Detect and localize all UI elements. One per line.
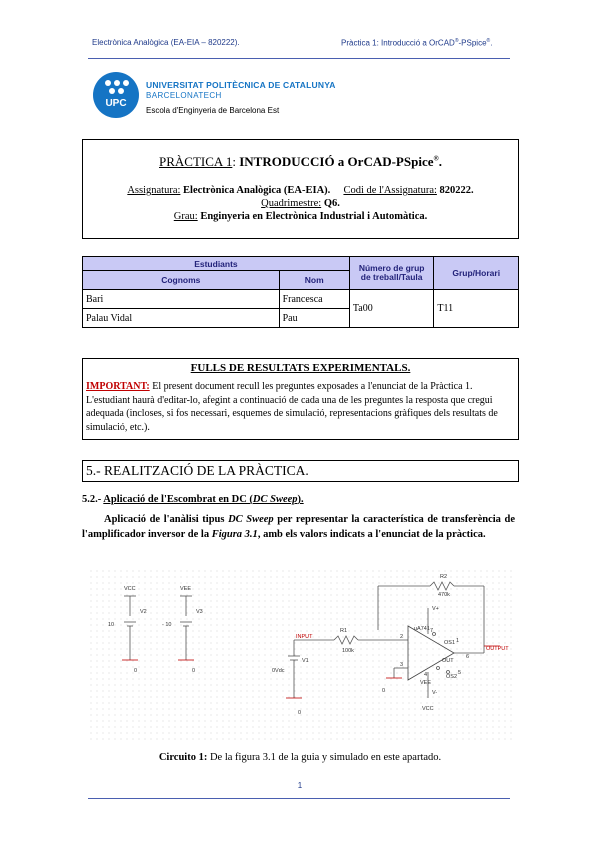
nom-cell[interactable]: Francesca [279,290,349,309]
nom-header: Nom [279,271,349,290]
cognoms-header: Cognoms [83,271,280,290]
ground-label: 0 [192,668,196,674]
label-pin-2: 2 [400,634,404,640]
cognoms-cell[interactable]: Palau Vidal [83,309,280,328]
ground-label: 0 [298,710,302,716]
label-v3: V3 [196,609,203,615]
label-vee: VEE [180,586,192,592]
label-opamp: uA741 [414,626,430,632]
logo-barcelonatech: BARCELONATECH [146,91,222,100]
ground-label: 0 [382,688,386,694]
horari-cell[interactable]: T11 [434,290,519,328]
label-vee-pin: VEE [420,680,432,686]
figure-caption: Circuito 1: De la figura 3.1 de la guia y simulado en este apartado. [158,752,442,763]
label-v-plus: V+ [432,606,439,612]
label-v1-value: 0Vdc [272,668,285,674]
schematic-figure [88,568,516,740]
label-v2-value: 10 [108,622,115,628]
ground-label: 0 [134,668,138,674]
label-pin-3: 3 [400,662,404,668]
fulls-body: IMPORTANT: El present document recull les preguntes exposades a l'enunciat de la Pràctica 1. L'estudiant haurà d'editar-lo, afegint a continuació de cada una de les preguntes la resposta que cregui adequada (incloses, si fos necessari, esquemes de simulació, representacions gràfiques dels resultats de simulació, etc.). [86,381,498,433]
logo-university-name: UNIVERSITAT POLITÈCNICA DE CATALUNYA [146,80,336,90]
label-input: INPUT [296,634,313,640]
section-heading: 5.- REALITZACIÓ DE LA PRÀCTICA. [86,463,309,478]
label-r1-value: 100k [342,648,354,654]
practica-heading: PRÀCTICA 1: INTRODUCCIÓ a OrCAD-PSpice®. [159,154,442,169]
label-r1: R1 [340,628,348,634]
label-r2: R2 [440,574,448,580]
label-os2: OS2 [446,674,458,680]
label-pin-1: 1 [456,638,460,644]
label-v1: V1 [302,658,309,664]
page-number: 1 [297,781,303,790]
fulls-box [82,358,519,440]
estudiants-header: Estudiants [83,257,350,271]
course-info: Assignatura: Electrònica Analògica (EA-EIA). Codi de l'Assignatura: 820222. Quadrimestre: Q6. Grau: Enginyeria en Electrònica Industrial i Automàtica. [127,185,474,222]
section-box [82,460,519,482]
logo-school: Escola d'Enginyeria de Barcelona Est [146,106,280,115]
subsection-heading: 5.2.- Aplicació de l'Escombrat en DC (DC Sweep). [82,494,304,505]
label-out: OUT [442,658,454,664]
upc-logo-mark [93,72,139,118]
instruction-paragraph: Aplicació de l'anàlisi tipus DC Sweep per representar la característica de transferència de l'amplificador inversor de la Figura 3.1, amb els valors indicats a l'enunciat de la pràctica. [82,514,516,540]
label-output: OUTPUT [486,646,509,652]
label-pin-4: 4 [424,672,428,678]
grup-cell[interactable]: Ta00 [349,290,434,328]
students-table [82,256,519,328]
label-r2-value: 470k [438,592,450,598]
label-vcc: VCC [124,586,136,592]
label-v2: V2 [140,609,147,615]
header-rule [88,58,510,59]
label-v-minus: V- [432,690,438,696]
label-pin-7: 7 [430,628,434,634]
circuit-schematic [88,568,516,740]
label-vcc-pin: VCC [422,706,434,712]
label-pin-5: 5 [458,670,462,676]
header-left: Electrònica Analògica (EA-EIA – 820222). [92,38,240,47]
fulls-title: FULLS DE RESULTATS EXPERIMENTALS. [190,362,411,374]
footer-rule [88,798,510,799]
label-pin-6: 6 [466,654,470,660]
title-box [82,139,519,239]
label-v3-value: - 10 [162,622,172,628]
logo-mark-text: UPC [105,98,127,109]
grup-horari-header: Grup/Horari [434,257,519,290]
nom-cell[interactable]: Pau [279,309,349,328]
cognoms-cell[interactable]: Bari [83,290,280,309]
numero-grup-header: Número de grup de treball/Taula [349,257,434,290]
header-right: Pràctica 1: Introducció a OrCAD®-PSpice®. [341,38,493,48]
label-os1: OS1 [444,640,456,646]
